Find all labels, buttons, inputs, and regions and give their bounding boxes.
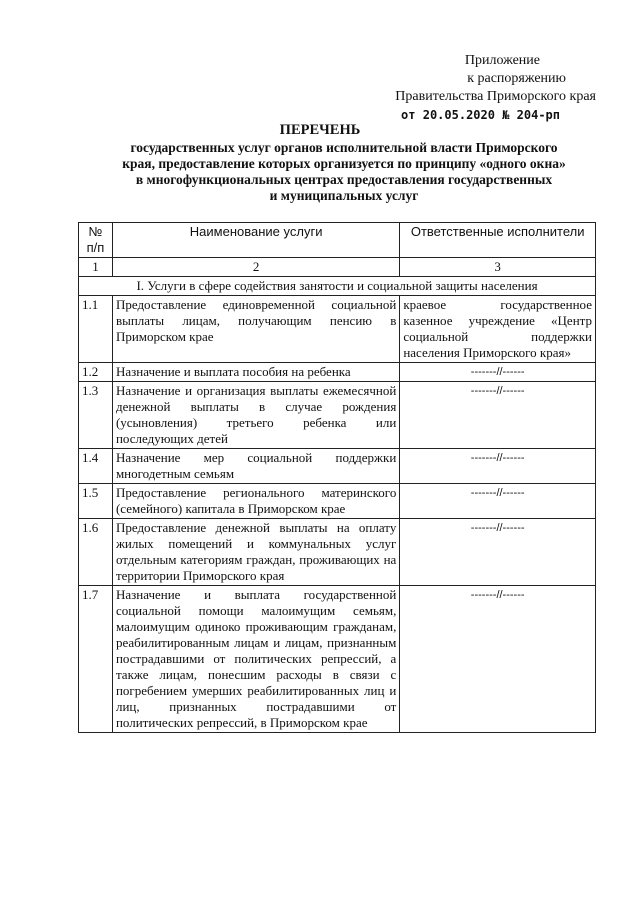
order-reference: к распоряжению xyxy=(467,71,566,86)
service-name: Предоставление единовременной социальной выплаты лицам, получающим пенсию в Приморском крае xyxy=(112,296,399,363)
subtitle-line: и муниципальных услуг xyxy=(269,188,419,203)
service-name: Назначение и выплата государственной социальной помощи малоимущим семьям, малоимущим одиноко проживающим гражданам, реабилитированным лицам и лицам, признанным пострадавшими от политических репрессий, а также лицам, понесшим расходы в связи с погребением умерших реабилитированных лиц и лиц, признанных пострадавшими от политических репрессий, в Приморском крае xyxy=(112,586,399,733)
table-row xyxy=(79,363,596,382)
service-name: Предоставление денежной выплаты на оплату жилых помещений и коммунальных услуг отдельным категориям граждан, проживающих на территории Приморского края xyxy=(112,519,399,586)
subtitle-line: в многофункциональных центрах предоставления государственных xyxy=(135,172,553,187)
row-number: 1.6 xyxy=(79,519,113,586)
column-number: 2 xyxy=(112,258,399,277)
row-number: 1.7 xyxy=(79,586,113,733)
column-number-row xyxy=(79,258,596,277)
table-row xyxy=(79,586,596,733)
section-row xyxy=(79,277,596,296)
subtitle-line: государственных услуг органов исполнительной власти Приморского xyxy=(130,140,558,155)
table-row xyxy=(79,484,596,519)
table-row xyxy=(79,449,596,484)
table-body xyxy=(79,296,596,733)
row-number: 1.1 xyxy=(79,296,113,363)
service-name: Назначение и выплата пособия на ребенка xyxy=(112,363,399,382)
appendix-label: Приложение xyxy=(464,53,540,68)
order-date-number: от 20.05.2020 № 204-рп xyxy=(401,108,560,122)
service-name: Назначение и организация выплаты ежемесячной денежной выплаты в случае рождения (усыновления) третьего ребенка или последующих детей xyxy=(112,382,399,449)
service-name: Назначение мер социальной поддержки многодетным семьям xyxy=(112,449,399,484)
service-executor: -------//------ xyxy=(400,519,596,586)
service-executor: -------//------ xyxy=(400,363,596,382)
header-service-name: Наименование услуги xyxy=(112,223,399,258)
column-number: 3 xyxy=(400,258,596,277)
service-executor: краевое государственное казенное учреждение «Центр социальной поддержки населения Приморского края» xyxy=(400,296,596,363)
column-number: 1 xyxy=(79,258,113,277)
table-row xyxy=(79,296,596,363)
header-number: № п/п xyxy=(79,223,113,258)
document-subtitle xyxy=(94,140,594,204)
table-row xyxy=(79,382,596,449)
section-title: I. Услуги в сфере содействия занятости и социальной защиты населения xyxy=(79,277,596,296)
table-row xyxy=(79,519,596,586)
government-name: Правительства Приморского края xyxy=(395,89,596,104)
table-header-row xyxy=(79,223,596,258)
row-number: 1.3 xyxy=(79,382,113,449)
document-title: ПЕРЕЧЕНЬ xyxy=(279,122,361,138)
service-executor: -------//------ xyxy=(400,586,596,733)
service-executor: -------//------ xyxy=(400,449,596,484)
document-header xyxy=(356,52,596,124)
row-number: 1.4 xyxy=(79,449,113,484)
row-number: 1.2 xyxy=(79,363,113,382)
subtitle-line: края, предоставление которых организуется по принципу «одного окна» xyxy=(122,156,566,171)
service-name: Предоставление регионального материнского (семейного) капитала в Приморском крае xyxy=(112,484,399,519)
service-executor: -------//------ xyxy=(400,382,596,449)
service-executor: -------//------ xyxy=(400,484,596,519)
services-table xyxy=(78,222,596,733)
header-executors: Ответственные исполнители xyxy=(400,223,596,258)
row-number: 1.5 xyxy=(79,484,113,519)
